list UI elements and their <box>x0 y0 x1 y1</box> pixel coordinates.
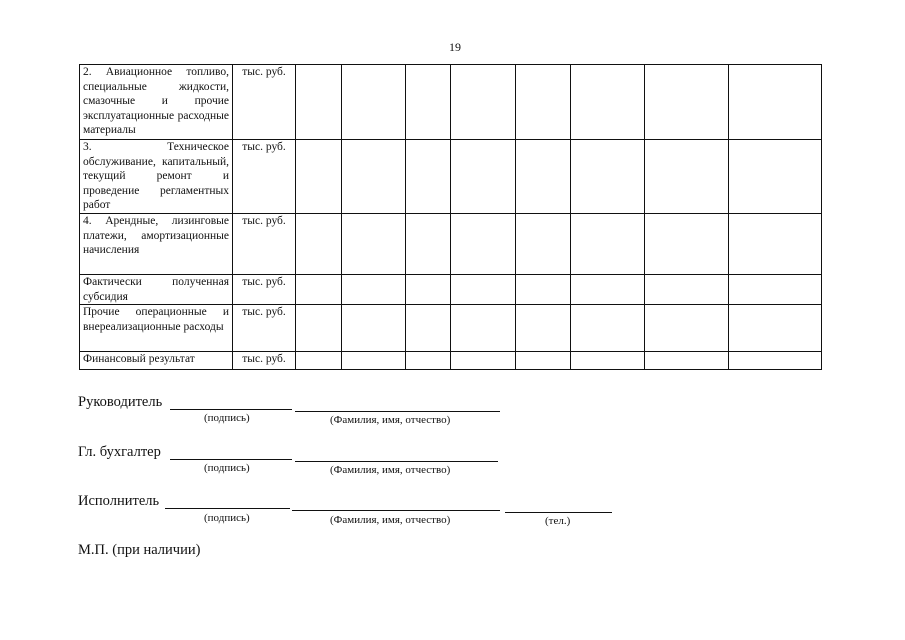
head-name-line[interactable] <box>295 411 500 412</box>
value-cell[interactable] <box>571 214 645 275</box>
value-cell[interactable] <box>729 352 822 370</box>
executor-sign-hint: (подпись) <box>204 512 250 524</box>
value-cell[interactable] <box>406 305 451 352</box>
value-cell[interactable] <box>516 352 571 370</box>
value-cell[interactable] <box>342 352 406 370</box>
value-cell[interactable] <box>729 305 822 352</box>
head-name-hint: (Фамилия, имя, отчество) <box>330 414 451 426</box>
value-cell[interactable] <box>645 140 729 214</box>
executor-signature-line[interactable] <box>165 508 290 509</box>
table-row <box>80 305 822 352</box>
row-description: Прочие операционные и внереализационные расходы <box>80 305 233 352</box>
table-row <box>80 140 822 214</box>
value-cell[interactable] <box>729 214 822 275</box>
chief-accountant-name-line[interactable] <box>295 461 498 462</box>
value-cell[interactable] <box>729 140 822 214</box>
row-unit: тыс. руб. <box>233 275 296 305</box>
chief-accountant-label: Гл. бухгалтер <box>78 444 161 460</box>
table-row <box>80 275 822 305</box>
value-cell[interactable] <box>342 305 406 352</box>
value-cell[interactable] <box>451 214 516 275</box>
executor-phone-hint: (тел.) <box>545 515 571 527</box>
head-signature-line[interactable] <box>170 409 292 410</box>
table-row <box>80 214 822 275</box>
value-cell[interactable] <box>342 275 406 305</box>
row-unit: тыс. руб. <box>233 65 296 140</box>
value-cell[interactable] <box>342 140 406 214</box>
value-cell[interactable] <box>729 275 822 305</box>
chief-accountant-signature-line[interactable] <box>170 459 292 460</box>
row-description: Финансовый результат <box>80 352 233 370</box>
value-cell[interactable] <box>571 275 645 305</box>
row-unit: тыс. руб. <box>233 214 296 275</box>
row-unit: тыс. руб. <box>233 140 296 214</box>
seal-placeholder: М.П. (при наличии) <box>78 542 201 558</box>
executor-phone-line[interactable] <box>505 512 612 513</box>
value-cell[interactable] <box>296 352 342 370</box>
row-description: Фактически полученная субсидия <box>80 275 233 305</box>
value-cell[interactable] <box>645 275 729 305</box>
value-cell[interactable] <box>296 275 342 305</box>
value-cell[interactable] <box>516 65 571 140</box>
head-label: Руководитель <box>78 394 163 410</box>
executor-name-hint: (Фамилия, имя, отчество) <box>330 514 451 526</box>
row-description: 4. Арендные, лизинговые платежи, амортизационные начисления <box>80 214 233 275</box>
value-cell[interactable] <box>645 214 729 275</box>
table-row <box>80 65 822 140</box>
value-cell[interactable] <box>406 65 451 140</box>
value-cell[interactable] <box>729 65 822 140</box>
value-cell[interactable] <box>406 140 451 214</box>
value-cell[interactable] <box>516 140 571 214</box>
value-cell[interactable] <box>645 352 729 370</box>
value-cell[interactable] <box>296 214 342 275</box>
value-cell[interactable] <box>406 214 451 275</box>
value-cell[interactable] <box>571 65 645 140</box>
value-cell[interactable] <box>571 140 645 214</box>
value-cell[interactable] <box>342 214 406 275</box>
value-cell[interactable] <box>296 140 342 214</box>
page-number: 19 <box>449 40 461 54</box>
table-row <box>80 352 822 370</box>
value-cell[interactable] <box>451 352 516 370</box>
value-cell[interactable] <box>406 352 451 370</box>
row-description: 2. Авиационное топливо, специальные жидкости, смазочные и прочие эксплуатационные расходные материалы <box>80 65 233 140</box>
value-cell[interactable] <box>296 65 342 140</box>
value-cell[interactable] <box>571 352 645 370</box>
value-cell[interactable] <box>406 275 451 305</box>
value-cell[interactable] <box>645 65 729 140</box>
row-description: 3. Техническое обслуживание, капитальный, текущий ремонт и проведение регламентных работ <box>80 140 233 214</box>
value-cell[interactable] <box>451 305 516 352</box>
executor-label: Исполнитель <box>78 493 160 509</box>
value-cell[interactable] <box>516 275 571 305</box>
executor-name-line[interactable] <box>292 510 500 511</box>
value-cell[interactable] <box>342 65 406 140</box>
row-unit: тыс. руб. <box>233 352 296 370</box>
value-cell[interactable] <box>296 305 342 352</box>
chief-accountant-name-hint: (Фамилия, имя, отчество) <box>330 464 451 476</box>
row-unit: тыс. руб. <box>233 305 296 352</box>
value-cell[interactable] <box>516 214 571 275</box>
chief-accountant-sign-hint: (подпись) <box>204 462 250 474</box>
value-cell[interactable] <box>451 275 516 305</box>
financial-report-table <box>79 64 822 370</box>
value-cell[interactable] <box>645 305 729 352</box>
value-cell[interactable] <box>451 65 516 140</box>
value-cell[interactable] <box>571 305 645 352</box>
value-cell[interactable] <box>451 140 516 214</box>
value-cell[interactable] <box>516 305 571 352</box>
head-sign-hint: (подпись) <box>204 412 250 424</box>
